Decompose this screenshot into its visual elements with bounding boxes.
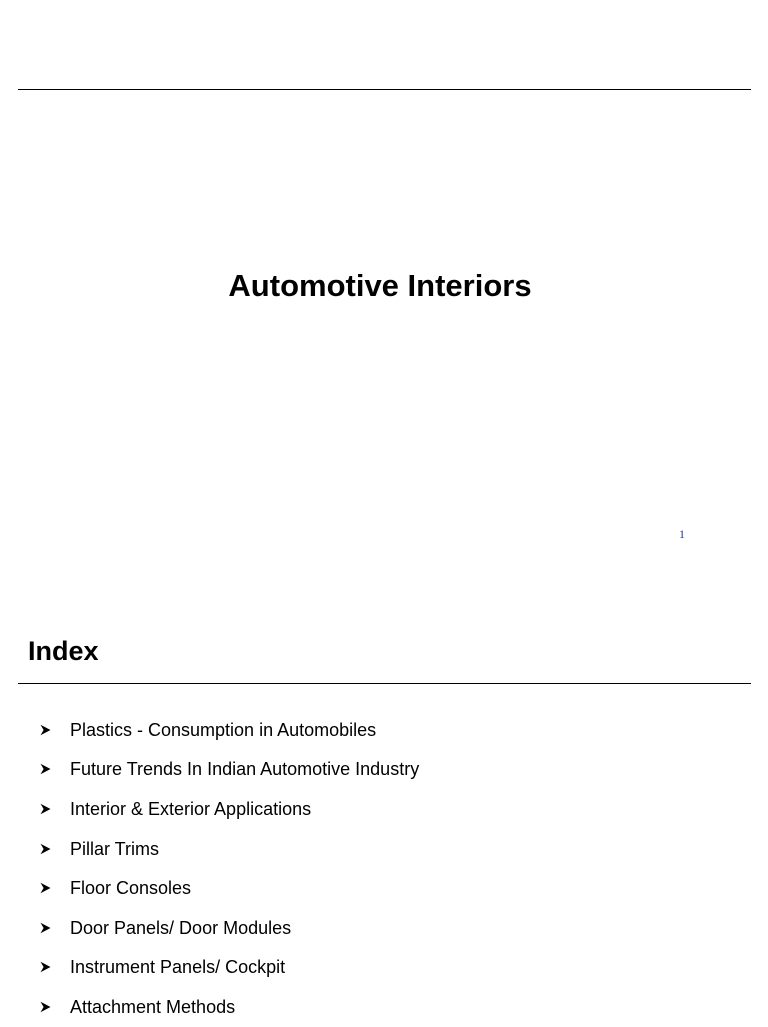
list-item-label: Floor Consoles — [70, 878, 192, 899]
arrowhead-bullet-icon — [40, 843, 70, 855]
list-item-label: Instrument Panels/ Cockpit — [70, 957, 286, 978]
list-item-label: Interior & Exterior Applications — [70, 798, 312, 819]
header-rule — [18, 89, 751, 90]
list-item — [40, 829, 419, 869]
list-item — [40, 987, 419, 1027]
index-heading: Index — [28, 636, 99, 666]
arrowhead-bullet-icon — [40, 1001, 70, 1013]
arrowhead-bullet-icon — [40, 803, 70, 815]
list-item-label: Plastics - Consumption in Automobiles — [70, 719, 377, 740]
list-item-label: Pillar Trims — [70, 838, 159, 859]
list-item — [40, 710, 419, 750]
list-item — [40, 750, 419, 790]
index-rule — [18, 683, 751, 684]
arrowhead-bullet-icon — [40, 763, 70, 775]
list-item — [40, 948, 419, 988]
arrowhead-bullet-icon — [40, 922, 70, 934]
list-item — [40, 908, 419, 948]
page-title: Automotive Interiors — [228, 268, 532, 303]
list-item-label: Door Panels/ Door Modules — [70, 917, 292, 938]
page-number: 1 — [679, 527, 685, 541]
list-item — [40, 868, 419, 908]
list-item-label: Future Trends In Indian Automotive Industry — [70, 759, 420, 780]
list-item — [40, 789, 419, 829]
list-item-label: Attachment Methods — [70, 996, 236, 1017]
arrowhead-bullet-icon — [40, 724, 70, 736]
arrowhead-bullet-icon — [40, 882, 70, 894]
arrowhead-bullet-icon — [40, 961, 70, 973]
index-list — [40, 710, 419, 1027]
